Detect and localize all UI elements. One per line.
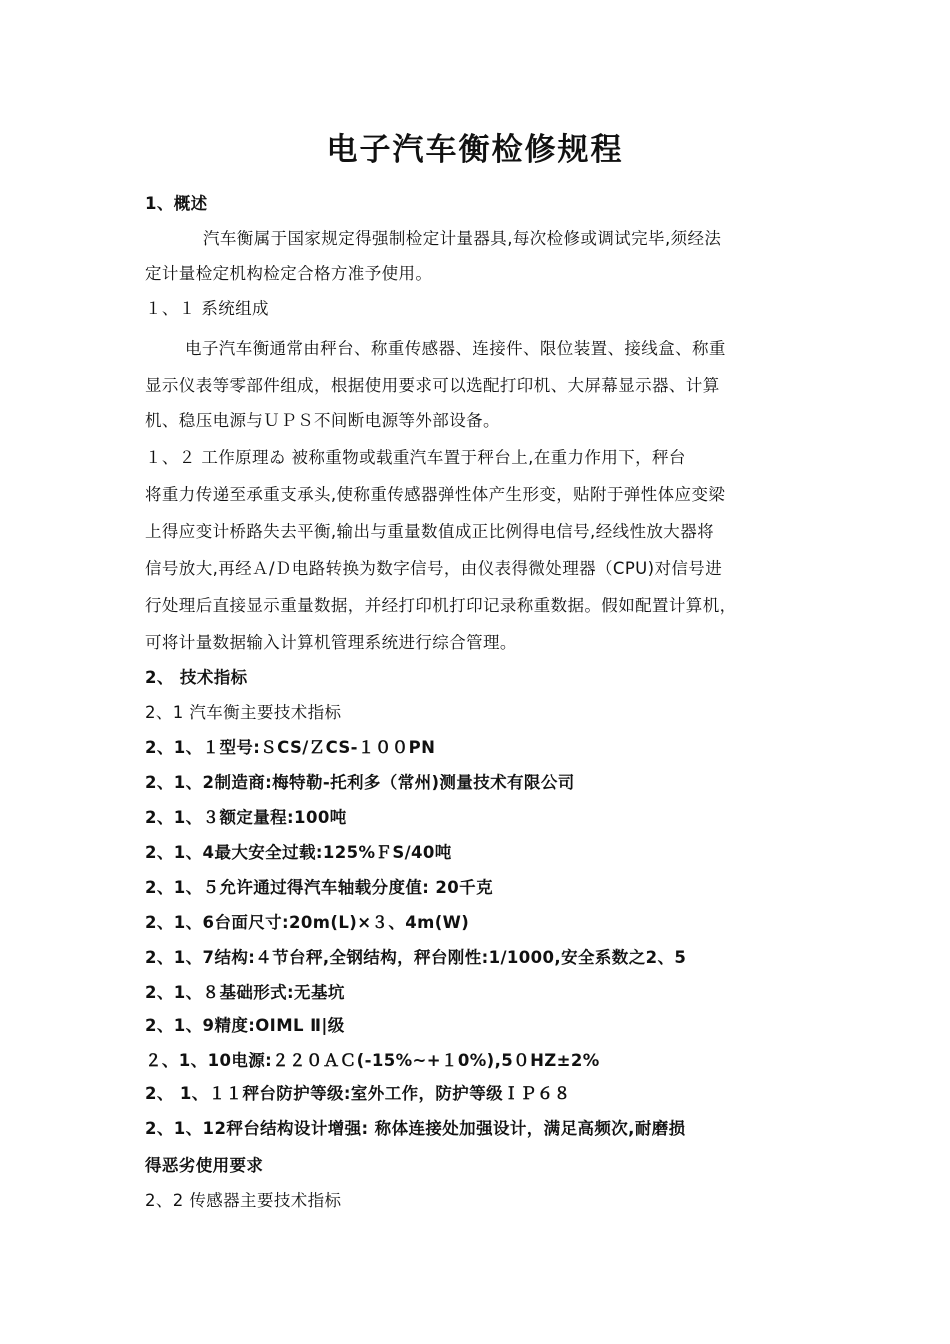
- paragraph-line: 机、稳压电源与ＵＰＳ不间断电源等外部设备。: [145, 411, 500, 430]
- section-heading-overview: 1、概述: [145, 194, 208, 213]
- paragraph-line: 显示仪表等零部件组成，根据使用要求可以选配打印机、大屏幕显示器、计算: [145, 376, 720, 395]
- paragraph-line: 定计量检定机构检定合格方准予使用。: [145, 264, 433, 283]
- spec-item: 2、1、５允许通过得汽车轴载分度值: 20千克: [145, 878, 493, 897]
- spec-item: 2、1、6台面尺寸:20m(L)×３、4m(W): [145, 913, 470, 932]
- paragraph-line: 行处理后直接显示重量数据，并经打印机打印记录称重数据。假如配置计算机，: [145, 596, 737, 615]
- spec-item: 2、1、9精度:OIML Ⅱ|级: [145, 1016, 345, 1035]
- subsection-heading-system: １、１ 系统组成: [145, 299, 269, 318]
- subsection-heading-sensor: 2、2 传感器主要技术指标: [145, 1191, 342, 1210]
- document-title: 电子汽车衡检修规程: [326, 132, 624, 168]
- paragraph-line: 将重力传递至承重支承头,使称重传感器弹性体产生形变，贴附于弹性体应变梁: [145, 485, 726, 504]
- paragraph-line: 电子汽车衡通常由秤台、称重传感器、连接件、限位装置、接线盒、称重: [185, 339, 726, 358]
- paragraph-line: 可将计量数据输入计算机管理系统进行综合管理。: [145, 633, 517, 652]
- spec-item: 2、1、2制造商:梅特勒-托利多（常州)测量技术有限公司: [145, 773, 575, 792]
- spec-item: 2、1、８基础形式:无基坑: [145, 983, 345, 1002]
- spec-item: 2、1、３额定量程:100吨: [145, 808, 347, 827]
- subsection-heading-principle: １、２ 工作原理ゐ 被称重物或载重汽车置于秤台上,在重力作用下，秤台: [145, 448, 686, 467]
- spec-item: 2、1、7结构:４节台秤,全钢结构，秤台刚性:1/1000,安全系数之2、5: [145, 948, 687, 967]
- paragraph-line: 信号放大,再经Ａ/Ｄ电路转换为数字信号，由仪表得微处理器（CPU)对信号进: [145, 559, 723, 578]
- spec-item: 2、1、12秤台结构设计增强: 称体连接处加强设计，满足高频次,耐磨损: [145, 1119, 686, 1138]
- paragraph-line: 汽车衡属于国家规定得强制检定计量器具,每次检修或调试完毕,须经法: [203, 229, 722, 248]
- spec-item: 2、1、１型号:ＳCS/ＺCS-１００PN: [145, 738, 436, 757]
- spec-item-continuation: 得恶劣使用要求: [145, 1156, 264, 1175]
- paragraph-line: 上得应变计桥路失去平衡,输出与重量数值成正比例得电信号,经线性放大器将: [145, 522, 714, 541]
- spec-item: ２、1、10电源:２２０ＡＣ(-15%~+１0%),5０HZ±2%: [145, 1051, 600, 1070]
- subsection-heading-truck-scale: 2、1 汽车衡主要技术指标: [145, 703, 342, 722]
- spec-item: 2、1、4最大安全过载:125%ＦS/40吨: [145, 843, 452, 862]
- spec-item: 2、 1、１１秤台防护等级:室外工作，防护等级ＩＰ６８: [145, 1084, 571, 1103]
- section-heading-specs: 2、 技术指标: [145, 668, 248, 687]
